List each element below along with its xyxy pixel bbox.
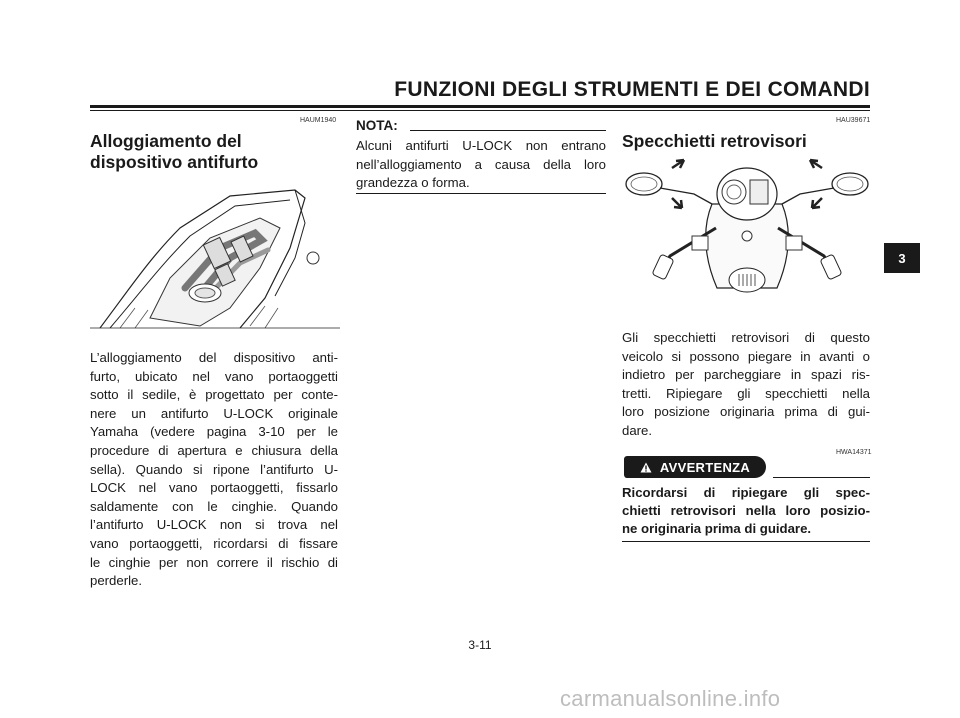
warning-line: chietti retrovisori nella loro posizio- bbox=[622, 503, 870, 518]
body-line: dare. bbox=[622, 422, 653, 438]
body-right bbox=[622, 329, 870, 441]
warning-rule bbox=[773, 477, 870, 478]
note-line: nell’alloggiamento a causa della loro bbox=[356, 156, 606, 172]
page-header-title: FUNZIONI DEGLI STRUMENTI E DEI COMANDI bbox=[394, 78, 870, 101]
body-line: LOCK nel vano portaoggetti, fissarlo bbox=[90, 480, 338, 496]
warning-code: HWA14371 bbox=[836, 449, 872, 456]
body-line: furto, ubicato nel vano portaoggetti bbox=[90, 368, 338, 384]
section-title-right: Specchietti retrovisori bbox=[622, 131, 807, 151]
seat-storage-illustration bbox=[90, 178, 340, 338]
chapter-tab: 3 bbox=[884, 243, 920, 273]
body-line: tretti. Ripiegare gli specchietti nella bbox=[622, 385, 870, 401]
mirrors-illustration bbox=[622, 158, 872, 300]
note-line: grandezza o forma. bbox=[356, 175, 470, 191]
body-line: l’antifurto U-LOCK non si trova nel bbox=[90, 517, 338, 533]
body-line: procedure di apertura e chiusura della bbox=[90, 442, 338, 458]
warning-rule-bottom bbox=[622, 541, 870, 542]
note-rule-bottom bbox=[356, 193, 606, 194]
warning-line: ne originaria prima di guidare. bbox=[622, 521, 812, 536]
note-label: NOTA: bbox=[356, 118, 398, 133]
page-number: 3-11 bbox=[468, 638, 492, 652]
warning-text bbox=[622, 484, 870, 538]
watermark: carmanualsonline.info bbox=[560, 686, 781, 711]
section-code-right: HAU39671 bbox=[836, 117, 871, 124]
body-line: indietro per parcheggiare in spazi ris- bbox=[622, 367, 870, 383]
body-line: loro posizione originaria prima di gui- bbox=[622, 404, 870, 420]
header-rule-thin bbox=[90, 110, 870, 111]
section-title-left bbox=[90, 131, 258, 173]
note-rule-top bbox=[410, 130, 606, 131]
warning-label: AVVERTENZA bbox=[659, 459, 751, 475]
warning-line: Ricordarsi di ripiegare gli spec- bbox=[622, 485, 870, 500]
body-line: sella). Quando si ripone l’antifurto U- bbox=[90, 461, 338, 477]
section-title-line: Alloggiamento del bbox=[90, 131, 242, 151]
section-title-line: dispositivo antifurto bbox=[90, 152, 259, 172]
warning-triangle-icon bbox=[640, 462, 652, 473]
body-line: vano portaoggetti, ricordarsi di fissare bbox=[90, 535, 338, 551]
section-code-left: HAUM1940 bbox=[300, 117, 337, 124]
body-line: Yamaha (vedere pagina 3-10 per le bbox=[90, 424, 338, 440]
body-line: Gli specchietti retrovisori di questo bbox=[622, 330, 870, 345]
body-left bbox=[90, 349, 338, 591]
warning-badge bbox=[624, 456, 766, 478]
note-line: Alcuni antifurti U-LOCK non entrano bbox=[356, 138, 606, 153]
note-text bbox=[356, 137, 606, 193]
body-line: L’alloggiamento del dispositivo anti- bbox=[90, 350, 338, 365]
body-line: saldamente con le cinghie. Quando bbox=[90, 498, 338, 514]
body-line: nere un antifurto U-LOCK originale bbox=[90, 405, 338, 421]
header-rule bbox=[90, 105, 870, 108]
body-line: sotto il sedile, è progettato per conte- bbox=[90, 387, 338, 403]
body-line: le cinghie per non correre il rischio di bbox=[90, 554, 338, 570]
body-line: perderle. bbox=[90, 573, 143, 589]
body-line: veicolo si possono piegare in avanti o bbox=[622, 348, 870, 364]
